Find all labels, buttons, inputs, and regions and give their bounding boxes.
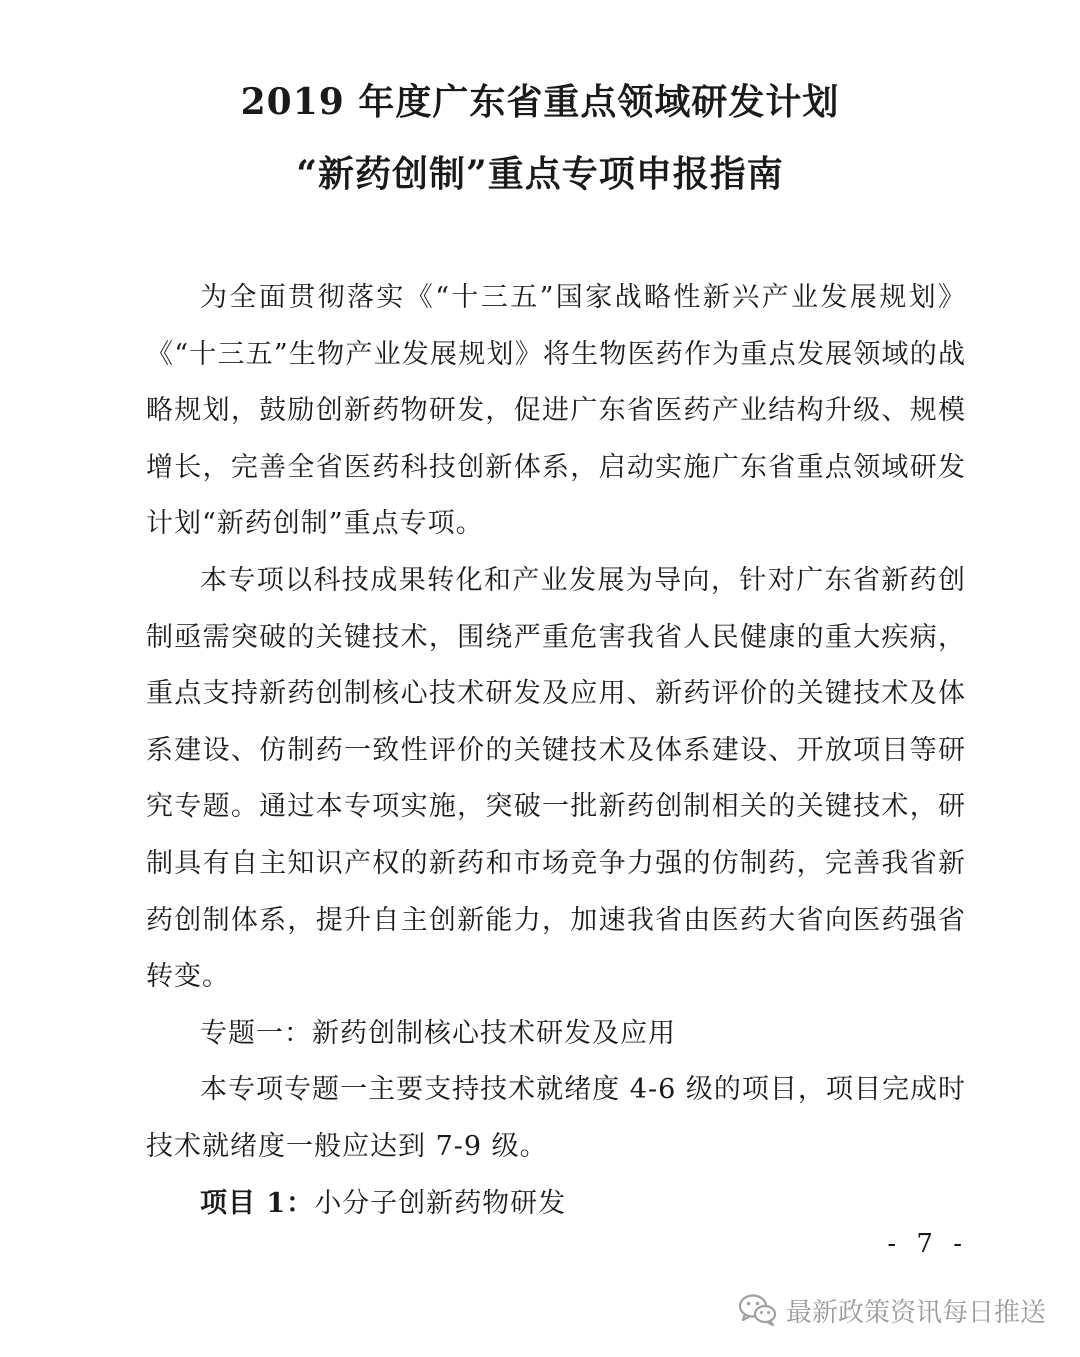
project-heading	[146, 1176, 966, 1233]
project-title: 小分子创新药物研发	[314, 1187, 567, 1219]
watermark	[738, 1290, 1046, 1330]
document-body	[146, 270, 966, 1232]
project-label: 项目 1：	[200, 1187, 315, 1219]
paragraph-readiness: 本专项专题一主要支持技术就绪度 4-6 级的项目，项目完成时技术就绪度一般应达到 7-9 级。	[146, 1074, 966, 1162]
paragraph-intro: 为全面贯彻落实《“十三五”国家战略性新兴产业发展规划》《“十三五”生物产业发展规划》将生物医药作为重点发展领域的战略规划，鼓励创新药物研发，促进广东省医药产业结构升级、规模增长，完善全省医药科技创新体系，启动实施广东省重点领域研发计划“新药创制”重点专项。	[146, 282, 966, 540]
page-number: - 7 -	[887, 1229, 968, 1259]
document-title-line-1: 2019 年度广东省重点领域研发计划	[240, 81, 840, 123]
wechat-icon	[738, 1293, 778, 1327]
document-title-line-2: “新药创制”重点专项申报指南	[296, 153, 784, 195]
watermark-text: 最新政策资讯每日推送	[785, 1297, 1046, 1328]
paragraph-orientation: 本专项以科技成果转化和产业发展为导向，针对广东省新药创制亟需突破的关键技术，围绕严重危害我省人民健康的重大疾病，重点支持新药创制核心技术研发及应用、新药评价的关键技术及体系建设、仿制药一致性评价的关键技术及体系建设、开放项目等研究专题。通过本专项实施，突破一批新药创制相关的关键技术，研制具有自主知识产权的新药和市场竞争力强的仿制药，完善我省新药创制体系，提升自主创新能力，加速我省由医药大省向医药强省转变。	[146, 564, 966, 993]
topic-heading: 专题一：新药创制核心技术研发及应用	[200, 1017, 676, 1049]
